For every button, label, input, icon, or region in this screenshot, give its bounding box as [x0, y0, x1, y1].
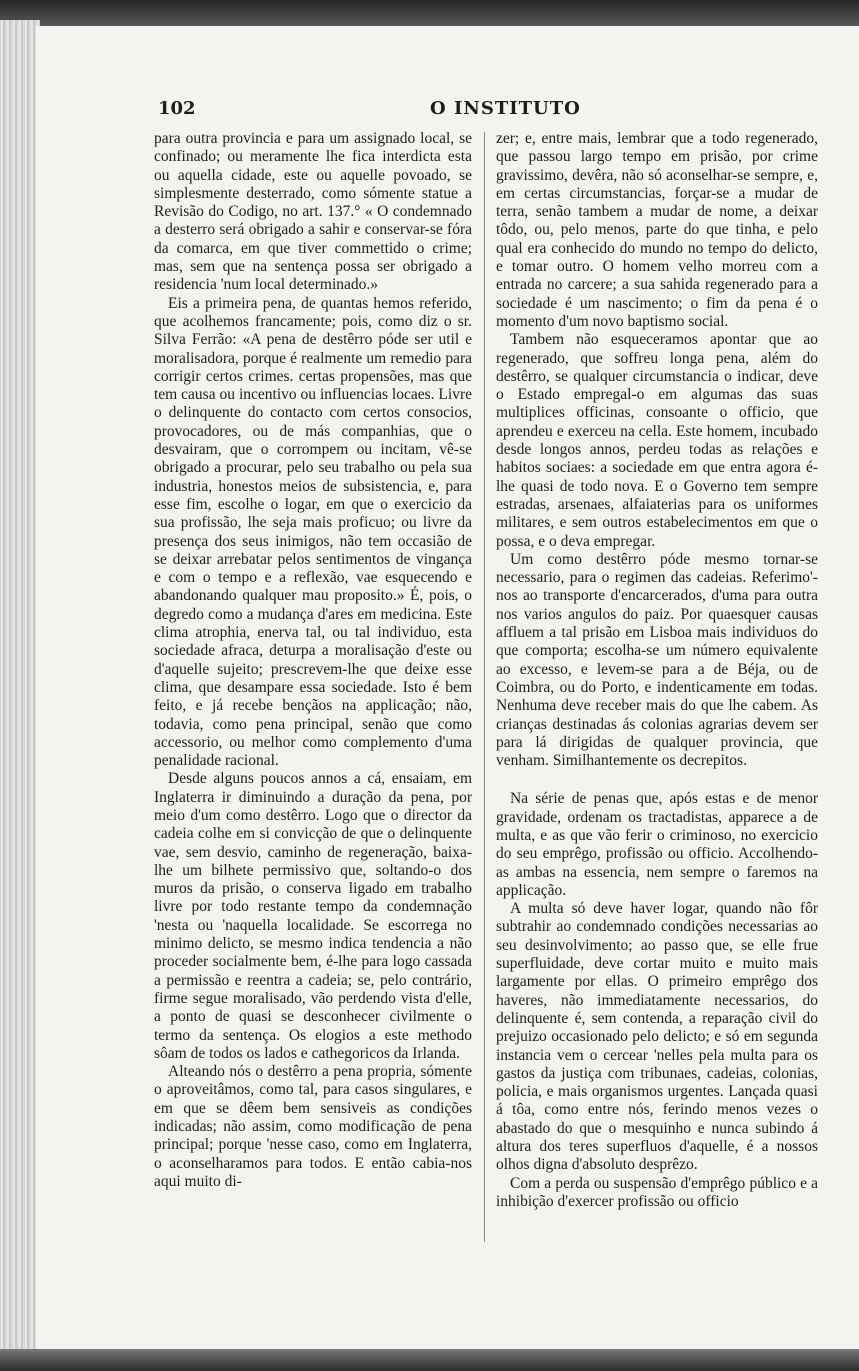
column-divider — [484, 132, 485, 1242]
scan-bottom-edge — [0, 1349, 859, 1371]
running-title: O INSTITUTO — [430, 98, 581, 119]
scan-top-edge — [0, 0, 859, 28]
left-column — [154, 130, 472, 1191]
paragraph: Na série de penas que, após estas e de menor gravidade, ordenam os tractadistas, apparece a de multa, e as que vão ferir o criminoso, no exercicio do seu emprêgo, profissão ou officio. Accolhendo-as ambas na essencia, nem sempre o faremos na applicação. — [496, 790, 818, 899]
paragraph: Alteando nós o destêrro a pena propria, sómente o aproveitâmos, como tal, para casos singulares, e em que se dêem bem sensiveis as condições indicadas; não assim, como modificação de pena principal; porque 'nesse caso, como em Inglaterra, o aconselharamos para todos. E então cabia-nos aqui muito di- — [154, 1063, 472, 1190]
paragraph: Um como destêrro póde mesmo tornar-se necessario, para o regimen das cadeias. Referimo'-nos ao transporte d'encarcerados, d'uma para outra nos varios angulos do paiz. Por quaesquer causas affluem a tal prisão em Lisboa mais individuos do que comporta; escolha-se um número equivalente ao excesso, e levem-se para a de Béja, ou de Coimbra, ou do Porto, e indenticamente em todas. Nenhuma deve receber mais do que lhe cabem. As crianças destinadas ás colonias agrarias devem ser para lá dirigidas de qualquer provincia, que venham. Similhantemente os decrepitos. — [496, 550, 818, 770]
paragraph: Desde alguns poucos annos a cá, ensaiam, em Inglaterra ir diminuindo a duração da pena, por meio d'um como destêrro. Logo que o director da cadeia colhe em si convicção de que o delinquente vae, sem desvio, caminho de regeneração, baixa-lhe um bilhete permissivo que, soltando-o dos muros da prisão, o conserva ligado em trabalho livre por todo restante tempo da condemnação 'nesta ou 'naquella localidade. Se escorrega no minimo delicto, se mesmo indica tendencia a não proceder socialmente bem, é-lhe para logo cassada a permissão e reentra a cadeia; se, pelo contrário, firme segue moralisado, vão perdendo vista d'elle, a ponto de quasi se desconhecer civilmente o termo da sentença. Os elogios a este methodo sôam de todos os lados e cathegoricos da Irlanda. — [154, 770, 472, 1062]
book-spine — [0, 20, 40, 1371]
paragraph: para outra provincia e para um assignado local, se confinado; ou meramente lhe fica interdicta esta ou aquella cidade, este ou aquelle povoado, se simplesmente desterrado, como sómente statue a Revisão do Codigo, no art. 137.° « O condemnado a desterro será obrigado a sahir e conservar-se fóra da comarca, em que tiver commettido o crime; mas, sem que na sentença possa ser obrigado a residencia 'num local determinado.» — [154, 130, 472, 294]
paragraph: A multa só deve haver logar, quando não fôr subtrahir ao condemnado condições necessarias ao seu desinvolvimento; ao passo que, se elle frue superfluidade, deve cortar muito e muito mais largamente por ellas. O primeiro emprêgo dos haveres, não immediatamente necessarios, do delinquente é, sem contenda, a reparação civil do prejuizo occasionado pelo delicto; e só em segunda instancia vem o cercear 'nelles pela multa para os gastos da justiça com tribunaes, cadeias, colonias, policia, e mais organismos urgentes. Lançada quasi á tôa, como entre nós, ferindo menos vezes o abastado do que o mesquinho e nunca subindo á altura dos teres superfluos d'aquelle, é a nossos olhos digna d'absoluto desprêzo. — [496, 900, 818, 1174]
page-number: 102 — [158, 98, 196, 119]
paragraph: Com a perda ou suspensão d'emprêgo público e a inhibição d'exercer profissão ou officio — [496, 1174, 818, 1210]
paragraph: zer; e, entre mais, lembrar que a todo regenerado, que passou largo tempo em prisão, por crime gravissimo, devêra, não só aconselhar-se sempre, e, em certas circumstancias, forçar-se a mudar de terra, senão tambem a mudar de nome, a deixar tôdo, ou, pelo menos, parte do que tinha, e pelo qual era conhecido do mundo no tempo do delicto, e tomar outro. O homem velho morreu com a entrada no carcere; a sua sahida regenerado para a sociedade é um nascimento; o fim da pena é o momento d'um novo baptismo social. — [496, 130, 818, 330]
paragraph: Tambem não esqueceramos apontar que ao regenerado, que soffreu longa pena, além do destêrro, se qualquer circumstancia o indicar, deve o Estado empregal-o em algumas das suas multiplices officinas, consoante o officio, que aprendeu e exerceu na cella. Este homem, incubado desde longos annos, perdeu todas as relações e habitos sociaes: a sociedade em que entra agora é-lhe quasi de todo nova. E o Governo tem sempre estradas, arsenaes, alfaiaterias para os uniformes militares, e sem outros estabelecimentos em que o possa, e o deva empregar. — [496, 331, 818, 550]
right-column — [496, 130, 818, 1211]
paragraph: Eis a primeira pena, de quantas hemos referido, que acolhemos francamente; pois, como diz o sr. Silva Ferrão: «A pena de destêrro póde ser util e moralisadora, porque é realmente um remedio para corrigir certos crimes. certas propensões, mas que tem causa ou incentivo ou influencias locaes. Livre o delinquente do contacto com certos consocios, provocadores, ou de más companhias, que o desvairam, que o corrompem ou incitam, vê-se obrigado a procurar, pelo seu trabalho ou pela sua industria, honestos meios de subsistencia, e, para esse fim, escolhe o logar, em que o exercicio da sua profissão, lhe seja mais proficuo; ou livre da presença dos seus inimigos, não tem occasião de se deixar arrebatar pelos sentimentos de vingança e com o tempo e a reflexão, vae esquecendo e abandonando qualquer mau proposito.» É, pois, o degredo como a mudança d'ares em medicina. Este clima atrophia, enerva tal, ou tal individuo, esta sociedade afraca, deturpa a moralisação d'este ou d'aquelle sujeito; prescrevem-lhe que deixe esse clima, que desampare essa sociedade. Isto é bem feito, e já recebe bençãos na applicação; não, todavia, como pena principal, senão que como accessorio, ou melhor como complemento d'uma penalidade racional. — [154, 294, 472, 770]
